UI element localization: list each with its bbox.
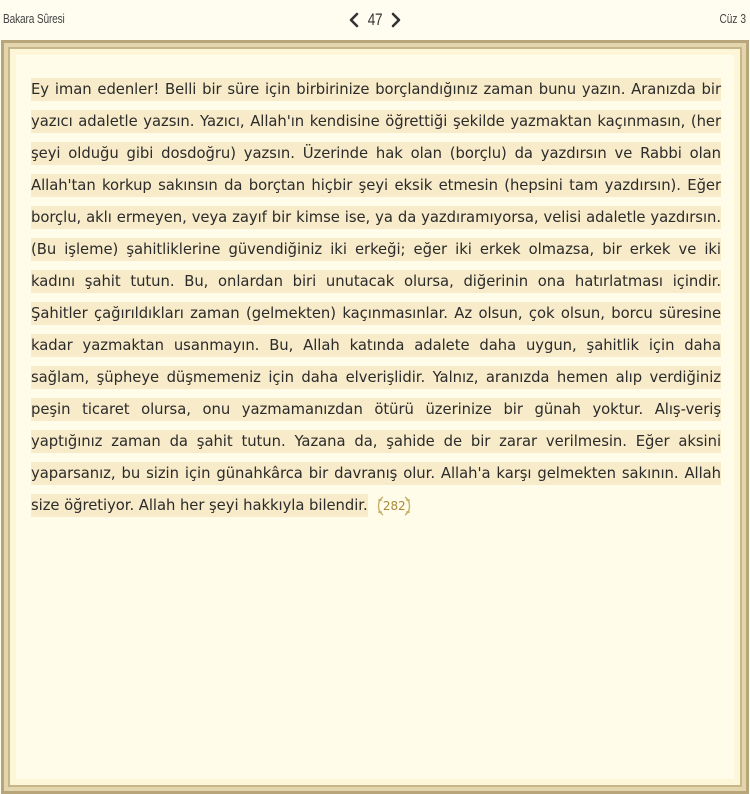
- verse-text[interactable]: Ey iman edenler! Belli bir süre için birbirinize borçlandığınız zaman bunu yazın. Aranızda bir yazıcı adaletle yazsın. Yazıcı, Allah'ın kendisine öğrettiği şekilde yazmaktan kaçınmasın, (her şeyi olduğu gibi dosdoğru) yazsın. Üzerinde hak olan (borçlu) da yazdırsın ve Rabbi olan Allah'tan korkup sakınsın da borçtan hiçbir şeyi eksik etmesin (hepsini tam yazdırsın). Eğer borçlu, aklı ermeyen, veya zayıf bir kimse ise, ya da yazdıramıyorsa, velisi adaletle yazdırsın. (Bu işleme) şahitliklerine güvendiğiniz iki erkeği; eğer iki erkek olmazsa, bir erkek ve iki kadını şahit tutun. Bu, onlardan biri unutacak olursa, diğerinin ona hatırlatması içindir. Şahitler çağırıldıkları zaman (gelmekten) kaçınmasınlar. Az olsun, çok olsun, borcu süresine kadar yazmaktan usanmayın. Bu, Allah katında adalete daha uygun, şahitlik için daha sağlam, şüpheye düşmemeniz için daha elverişlidir. Yalnız, aranızda hemen alıp verdiğiniz peşin ticaret olursa, onu yazmamanızdan ötürü üzerinize bir günah yoktur. Alış-veriş yaptığınız zaman da şahit tutun. Yazana da, şahide de bir zarar verilmesin. Eğer aksini yaparsanız, bu sizin için günahkârca bir davranış olur. Allah'a karşı gelmekten sakının. Allah size öğretiyor. Allah her şeyi hakkıyla bilendir.: [31, 78, 721, 517]
- chevron-right-icon: [390, 12, 402, 28]
- ayah-number: 282: [382, 499, 406, 513]
- page-number: 47: [367, 10, 383, 29]
- page-navigator: [338, 8, 412, 32]
- verse-paragraph: [31, 74, 721, 522]
- juz-label[interactable]: Cüz 3: [719, 11, 746, 26]
- ayah-number-marker[interactable]: [374, 494, 414, 518]
- top-bar: [0, 0, 750, 40]
- page-frame: [1, 40, 749, 794]
- chevron-left-icon: [348, 12, 360, 28]
- surah-name[interactable]: Bakara Sûresi: [3, 11, 65, 26]
- page-content: [16, 55, 734, 779]
- next-page-button[interactable]: [387, 9, 405, 31]
- previous-page-button[interactable]: [345, 9, 363, 31]
